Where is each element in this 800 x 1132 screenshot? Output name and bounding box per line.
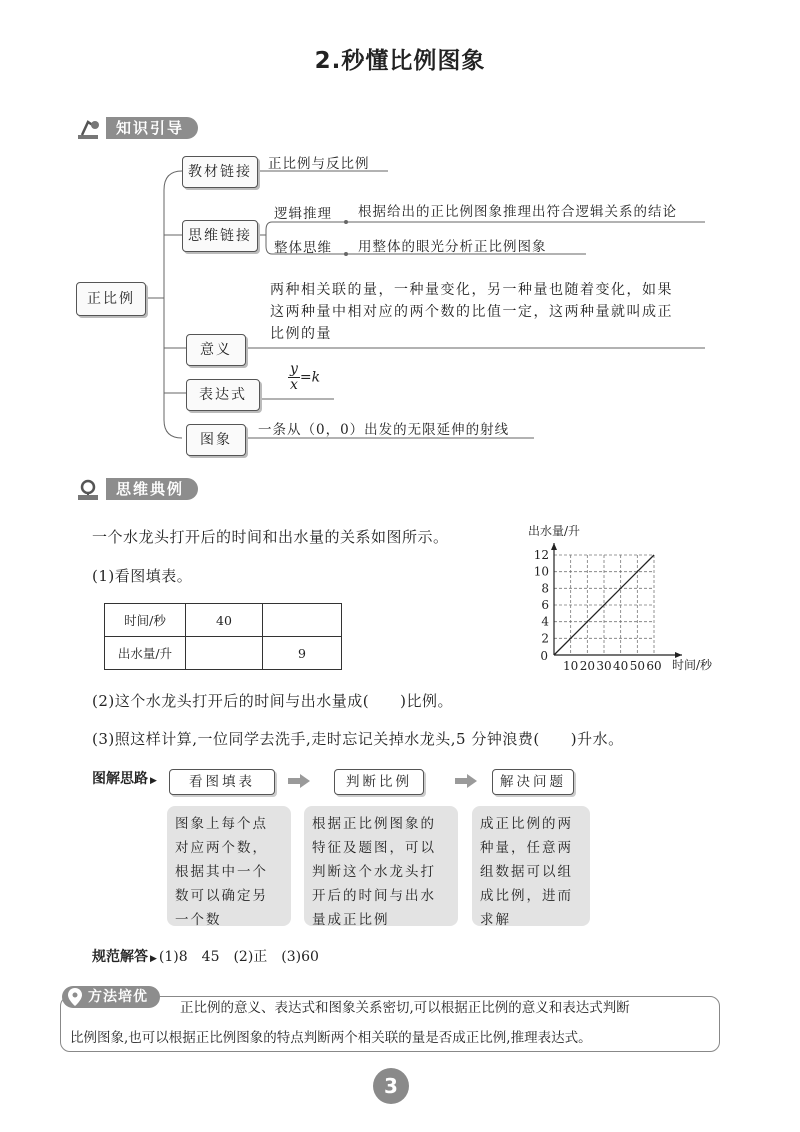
logic-text: 根据给出的正比例图象推理出符合逻辑关系的结论 <box>358 204 677 220</box>
x-tick-label: 20 <box>579 659 595 673</box>
step-body-3 <box>472 806 590 926</box>
section-header-examples <box>76 477 226 501</box>
step-line: 成正比例的两 <box>480 816 573 832</box>
table-row <box>105 604 342 637</box>
problem-intro: 一个水龙头打开后的时间和出水量的关系如图所示。 <box>92 528 449 546</box>
logic-label: 逻辑推理 <box>274 206 332 222</box>
origin-label: 0 <box>540 649 548 663</box>
meaning-line: 两种相关联的量，一种量变化，另一种量也随着变化，如果 <box>270 282 673 298</box>
holistic-label: 整体思维 <box>274 240 332 256</box>
y-axis-arrow <box>551 543 557 550</box>
step-line: 一个数 <box>175 912 222 928</box>
method-line-2: 比例图象,也可以根据正比例图象的特点判断两个相关联的量是否成正比例,推理表达式。 <box>70 1030 592 1046</box>
y-tick-label: 4 <box>541 614 549 629</box>
y-tick-label: 2 <box>541 631 549 646</box>
branch-meaning: 意义 <box>186 334 246 366</box>
line-chart <box>520 540 740 675</box>
question-1: (1)看图填表。 <box>92 567 193 585</box>
solution-path-text: 图解思路 <box>92 771 148 787</box>
step-head-2: 判断比例 <box>334 769 424 795</box>
table-header-cell: 时间/秒 <box>105 604 186 637</box>
triangle-right-icon: ▶ <box>150 776 157 786</box>
y-tick-label: 12 <box>533 548 549 562</box>
x-tick-label: 60 <box>646 659 662 673</box>
y-tick-label: 6 <box>541 598 549 612</box>
branch-graph: 图象 <box>186 424 246 456</box>
y-tick-label: 10 <box>533 564 549 579</box>
brain-icon <box>76 477 102 501</box>
table-cell: 9 <box>263 637 342 670</box>
step-line: 对应两个数， <box>175 840 268 856</box>
step-line: 特征及题图，可以 <box>312 840 436 856</box>
table-cell: 40 <box>186 604 263 637</box>
step-line: 根据其中一个 <box>175 864 268 880</box>
method-tag <box>62 986 160 1008</box>
question-3: (3)照这样计算,一位同学去洗手,走时忘记关掉水龙头,5 分钟浪费( )升水。 <box>92 730 624 748</box>
formula-rhs: =k <box>299 369 321 386</box>
branch-textbook-text: 正比例与反比例 <box>268 156 370 172</box>
step-head-1: 看图填表 <box>169 769 275 795</box>
page-title: 2.秒懂比例图象 <box>314 48 486 74</box>
step-body-1 <box>167 806 291 926</box>
answer-row <box>92 946 319 966</box>
chart-ylabel: 出水量/升 <box>528 524 581 538</box>
question-2: (2)这个水龙头打开后的时间与出水量成( )比例。 <box>92 692 453 710</box>
branch-thinking: 思维链接 <box>182 220 258 252</box>
triangle-right-icon: ▶ <box>150 954 157 964</box>
table-cell-blank[interactable] <box>186 637 263 670</box>
step-line: 根据正比例图象的 <box>312 816 436 832</box>
step-line: 判断这个水龙头打 <box>312 864 436 880</box>
holistic-text: 用整体的眼光分析正比例图象 <box>358 239 547 255</box>
x-tick-label: 30 <box>596 659 612 673</box>
fill-table <box>104 603 342 670</box>
page-number: 3 <box>373 1068 409 1104</box>
branch-textbook: 教材链接 <box>182 156 258 188</box>
answer-label: 规范解答 <box>92 949 148 965</box>
step-line: 成比例，进而 <box>480 888 573 904</box>
branch-expression: 表达式 <box>186 379 260 411</box>
step-line: 开后的时间与出水 <box>312 888 436 904</box>
formula-numerator: y <box>290 361 298 377</box>
arrow-right-icon <box>288 774 310 788</box>
step-head-3: 解决问题 <box>492 769 574 795</box>
step-line: 图象上每个点 <box>175 816 268 832</box>
answer-text: (1)8 45 (2)正 (3)60 <box>158 949 319 965</box>
section-label: 思维典例 <box>106 478 198 500</box>
mindmap-root: 正比例 <box>76 282 146 316</box>
section-label: 知识引导 <box>106 117 198 139</box>
solution-path-label <box>92 768 157 788</box>
y-tick-label: 8 <box>541 581 549 596</box>
step-line: 求解 <box>480 912 511 928</box>
formula-denominator: x <box>290 377 298 393</box>
x-tick-label: 50 <box>629 659 645 673</box>
location-pin-icon <box>68 988 82 1006</box>
step-line: 量成正比例 <box>312 912 390 928</box>
step-line: 组数据可以组 <box>480 864 573 880</box>
method-line-1: 正比例的意义、表达式和图象关系密切,可以根据正比例的意义和表达式判断 <box>180 1000 630 1016</box>
x-tick-label: 10 <box>563 659 579 673</box>
step-line: 数可以确定另 <box>175 888 268 904</box>
x-tick-label: 40 <box>613 659 629 673</box>
meaning-line: 这两种量中相对应的两个数的比值一定，这两种量就叫成正 <box>270 304 673 320</box>
method-label: 方法培优 <box>88 989 148 1005</box>
expression-formula <box>288 362 320 393</box>
chart-xlabel: 时间/秒 <box>672 658 713 672</box>
arrow-right-icon <box>455 774 477 788</box>
step-line: 种量，任意两 <box>480 840 573 856</box>
step-body-2 <box>304 806 458 926</box>
meaning-text <box>270 279 710 345</box>
mindmap-lines <box>0 0 800 460</box>
table-header-cell: 出水量/升 <box>105 637 186 670</box>
meaning-line: 比例的量 <box>270 326 332 342</box>
table-row <box>105 637 342 670</box>
table-cell-blank[interactable] <box>263 604 342 637</box>
branch-graph-text: 一条从（0，0）出发的无限延伸的射线 <box>258 422 510 438</box>
